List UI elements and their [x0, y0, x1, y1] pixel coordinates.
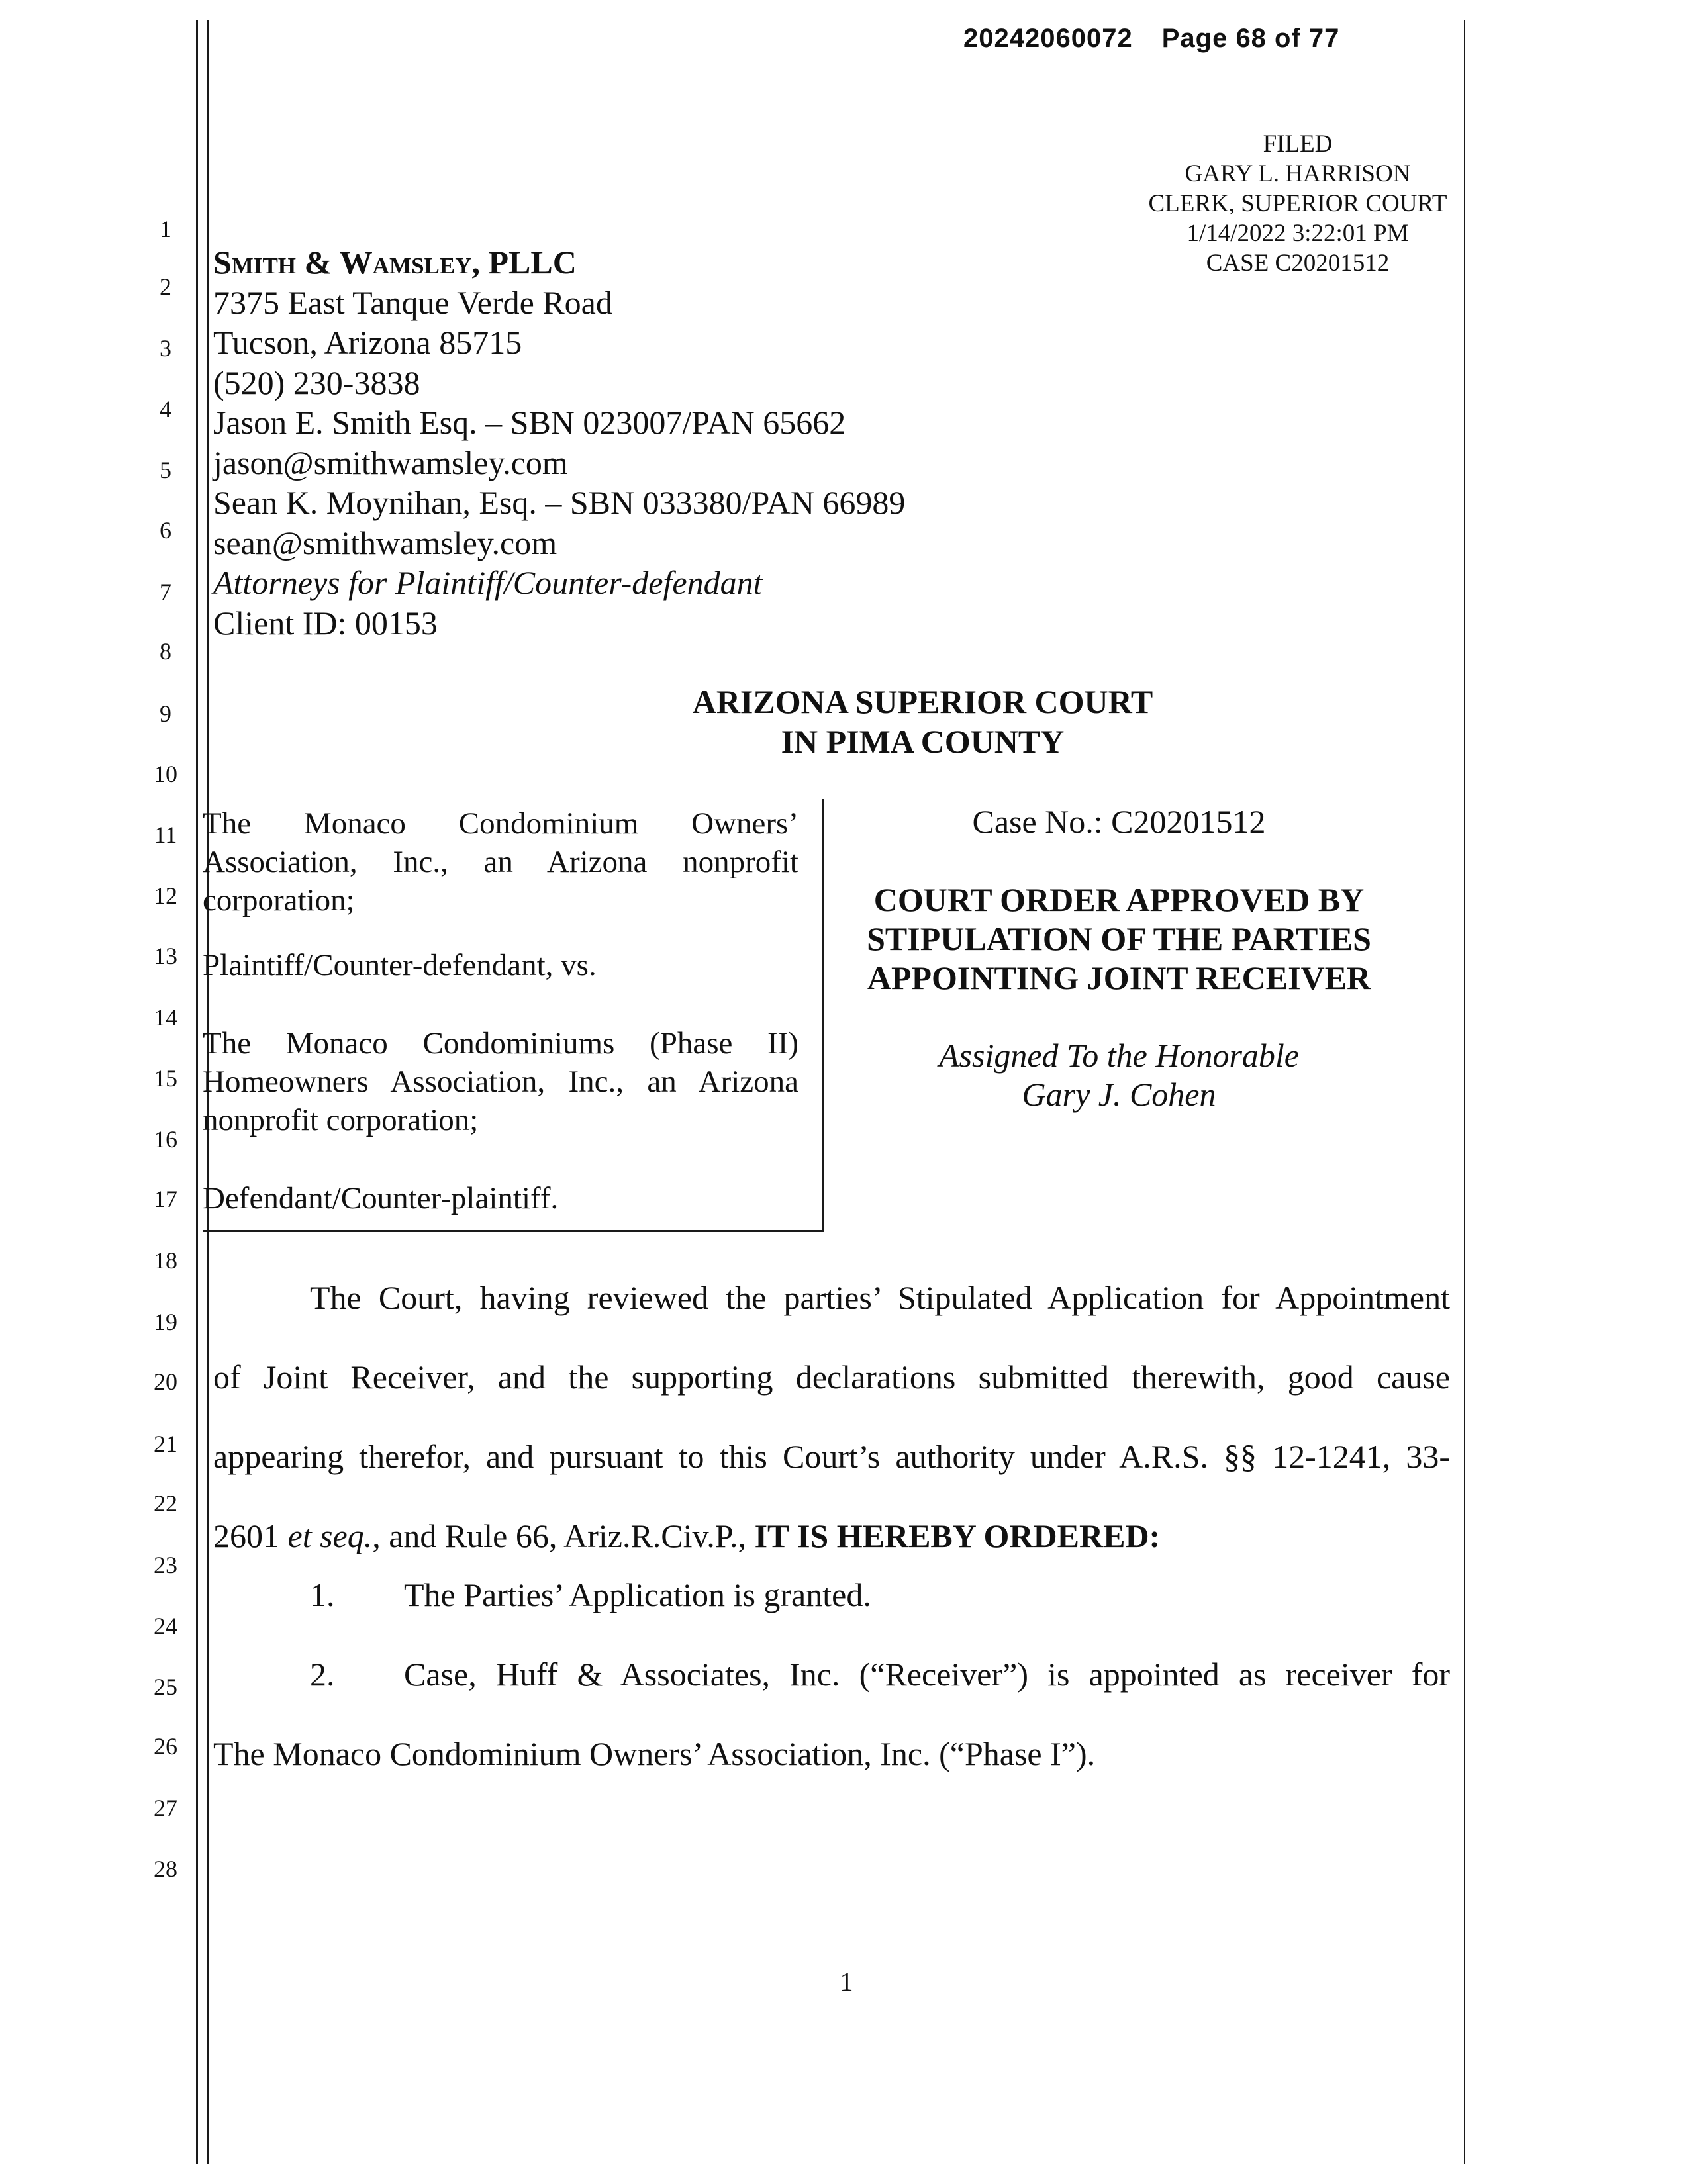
line-number: 1 — [160, 216, 171, 242]
page-indicator: Page 68 of 77 — [1161, 24, 1340, 53]
line-number: 21 — [154, 1431, 177, 1457]
filed-case-number: CASE C20201512 — [1206, 250, 1390, 277]
line-number: 16 — [154, 1126, 177, 1153]
clerk-name: GARY L. HARRISON — [1185, 160, 1411, 187]
court-name-line-1: ARIZONA SUPERIOR COURT — [692, 683, 1153, 720]
firm-name: Smith & Wamsley, PLLC — [213, 244, 577, 281]
line-number: 26 — [154, 1733, 177, 1760]
assigned-judge-name: Gary J. Cohen — [1022, 1076, 1216, 1113]
line-number: 17 — [154, 1186, 177, 1212]
line-number: 13 — [154, 943, 177, 969]
line-number: 4 — [160, 396, 171, 422]
client-id: Client ID: 00153 — [213, 604, 438, 641]
line-number: 22 — [154, 1490, 177, 1517]
plaintiff-name-line-3: corporation; — [203, 883, 355, 918]
item-2-text: Case, Huff & Associates, Inc. (“Receiver”) is appointed as receiver for — [404, 1656, 1450, 1693]
line-number: 28 — [154, 1856, 177, 1882]
attorney-moynihan: Sean K. Moynihan, Esq. – SBN 033380/PAN 66989 — [213, 484, 906, 521]
order-title-line-1: COURT ORDER APPROVED BY — [873, 881, 1365, 918]
line-number: 7 — [160, 579, 171, 605]
document-header — [963, 24, 1369, 54]
clerk-title: CLERK, SUPERIOR COURT — [1148, 190, 1447, 217]
attorney-caption — [213, 242, 905, 643]
line-number: 8 — [160, 638, 171, 665]
line-number: 6 — [160, 517, 171, 544]
line-number: 25 — [154, 1674, 177, 1700]
court-name — [0, 682, 1693, 761]
filed-stamp — [1086, 129, 1510, 278]
firm-address-street: 7375 East Tanque Verde Road — [213, 283, 612, 321]
body-line-1: The Court, having reviewed the parties’ Stipulated Application for Appointment — [310, 1279, 1450, 1316]
line-number: 3 — [160, 335, 171, 361]
defendant-name-line-1: The Monaco Condominiums (Phase II) — [203, 1026, 798, 1061]
order-body — [213, 1258, 1450, 1576]
plaintiff-role: Plaintiff/Counter-defendant, vs. — [203, 948, 597, 982]
attorney-role: Attorneys for Plaintiff/Counter-defendant — [213, 564, 763, 601]
order-title-line-2: STIPULATION OF THE PARTIES — [867, 920, 1371, 957]
plaintiff-name-line-2: Association, Inc., an Arizona nonprofit — [203, 845, 798, 879]
body-line-2: of Joint Receiver, and the supporting declarations submitted therewith, good cause — [213, 1358, 1450, 1396]
right-margin-rule — [1464, 20, 1465, 2164]
attorney-moynihan-email: sean@smithwamsley.com — [213, 524, 557, 561]
line-number: 9 — [160, 700, 171, 727]
filed-label: FILED — [1263, 130, 1333, 158]
line-number: 10 — [154, 761, 177, 787]
page-number: 1 — [840, 1967, 853, 1997]
firm-phone: (520) 230-3838 — [213, 363, 420, 401]
line-number: 12 — [154, 882, 177, 909]
line-number: 5 — [160, 457, 171, 483]
line-number: 24 — [154, 1613, 177, 1639]
line-number: 27 — [154, 1795, 177, 1821]
filed-datetime: 1/14/2022 3:22:01 PM — [1186, 220, 1409, 247]
body-line-3: appearing therefor, and pursuant to this Court’s authority under A.R.S. §§ 12-1241, 33- — [213, 1438, 1450, 1475]
case-number: Case No.: C20201512 — [972, 803, 1266, 840]
defendant-name-line-3: nonprofit corporation; — [203, 1103, 479, 1137]
document-number: 20242060072 — [963, 24, 1133, 53]
order-title-line-3: APPOINTING JOINT RECEIVER — [867, 959, 1371, 996]
statute-number: 2601 — [213, 1517, 288, 1554]
left-margin-rule — [196, 20, 198, 2164]
line-number: 15 — [154, 1065, 177, 1092]
rule-reference: , and Rule 66, Ariz.R.Civ.P., — [372, 1517, 755, 1554]
line-number: 11 — [154, 822, 177, 848]
line-number: 2 — [160, 273, 171, 300]
plaintiff-name-line-1: The Monaco Condominium Owners’ — [203, 806, 798, 841]
line-number: 20 — [154, 1368, 177, 1395]
firm-address-city: Tucson, Arizona 85715 — [213, 324, 522, 361]
line-number: 14 — [154, 1004, 177, 1031]
defendant-role: Defendant/Counter-plaintiff. — [203, 1181, 559, 1215]
defendant-name-line-2: Homeowners Association, Inc., an Arizona — [203, 1065, 798, 1099]
line-number: 18 — [154, 1247, 177, 1274]
assigned-line-1: Assigned To the Honorable — [939, 1037, 1299, 1074]
court-name-line-2: IN PIMA COUNTY — [781, 723, 1065, 760]
item-1-text: The Parties’ Application is granted. — [404, 1576, 871, 1613]
attorney-smith: Jason E. Smith Esq. – SBN 023007/PAN 65662 — [213, 404, 846, 441]
ordered-clause: IT IS HEREBY ORDERED: — [754, 1517, 1161, 1554]
party-caption-box — [203, 799, 824, 1232]
line-number: 23 — [154, 1552, 177, 1578]
item-2-continuation: The Monaco Condominium Owners’ Association, Inc. (“Phase I”). — [213, 1735, 1096, 1772]
order-title — [821, 880, 1417, 998]
item-2-number: 2. — [310, 1656, 335, 1693]
line-number: 19 — [154, 1309, 177, 1335]
item-1-number: 1. — [310, 1576, 335, 1613]
attorney-smith-email: jason@smithwamsley.com — [213, 444, 568, 481]
et-seq: et seq. — [287, 1517, 373, 1554]
assigned-judge — [821, 1036, 1417, 1114]
body-line-4 — [213, 1496, 1450, 1576]
